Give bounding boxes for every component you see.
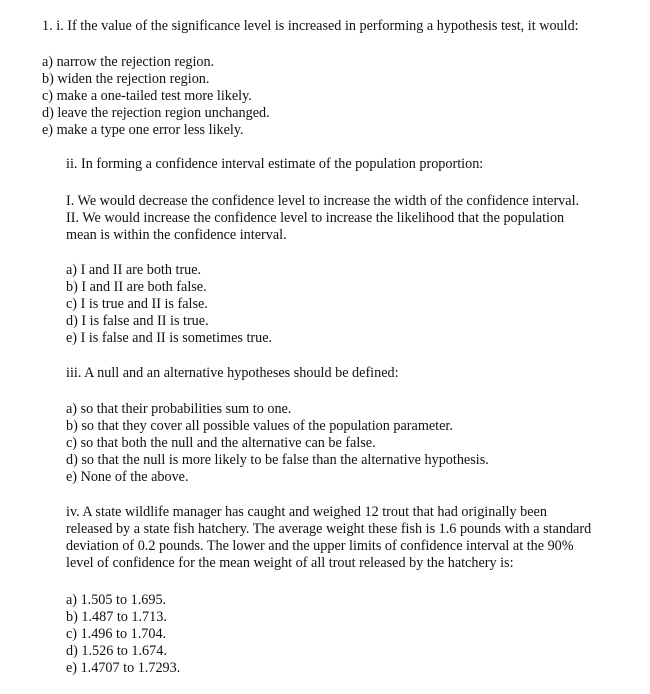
question-3-stem: iii. A null and an alternative hypotheses should be defined: — [66, 365, 399, 381]
question-3-option-b: b) so that they cover all possible values of the population parameter. — [66, 418, 453, 434]
question-1-option-d: d) leave the rejection region unchanged. — [42, 105, 270, 121]
question-3-option-a: a) so that their probabilities sum to one. — [66, 401, 292, 417]
question-2-stem: ii. In forming a confidence interval estimate of the population proportion: — [66, 156, 484, 172]
question-1-option-e: e) make a type one error less likely. — [42, 122, 244, 138]
question-4-stem-line-2: released by a state fish hatchery. The average weight these fish is 1.6 pounds with a standard — [66, 521, 592, 537]
question-2-option-e: e) I is false and II is sometimes true. — [66, 330, 273, 346]
question-1-option-a: a) narrow the rejection region. — [42, 54, 215, 70]
question-4-option-b: b) 1.487 to 1.713. — [66, 609, 167, 625]
question-1-option-c: c) make a one-tailed test more likely. — [42, 88, 252, 104]
question-1-option-b: b) widen the rejection region. — [42, 71, 210, 87]
question-2-option-b: b) I and II are both false. — [66, 279, 207, 295]
question-4-stem-line-4: level of confidence for the mean weight of all trout released by the hatchery is: — [66, 555, 514, 571]
question-2-statement-2: II. We would increase the confidence level to increase the likelihood that the population — [66, 210, 565, 226]
question-2-statement-1: I. We would decrease the confidence level to increase the width of the confidence interval. — [66, 193, 580, 209]
question-4-option-d: d) 1.526 to 1.674. — [66, 643, 167, 659]
question-3-option-c: c) so that both the null and the alternative can be false. — [66, 435, 376, 451]
question-2-option-a: a) I and II are both true. — [66, 262, 202, 278]
question-2-option-d: d) I is false and II is true. — [66, 313, 209, 329]
question-4-option-a: a) 1.505 to 1.695. — [66, 592, 167, 608]
question-2-statement-2-cont: mean is within the confidence interval. — [66, 227, 287, 243]
question-4-stem-line-3: deviation of 0.2 pounds. The lower and the upper limits of confidence interval at the 90% — [66, 538, 574, 554]
question-4-option-e: e) 1.4707 to 1.7293. — [66, 660, 181, 676]
question-3-option-d: d) so that the null is more likely to be false than the alternative hypothesis. — [66, 452, 489, 468]
question-4-option-c: c) 1.496 to 1.704. — [66, 626, 167, 642]
question-1-stem: 1. i. If the value of the significance level is increased in performing a hypothesis test, it would: — [42, 18, 579, 34]
question-2-option-c: c) I is true and II is false. — [66, 296, 208, 312]
question-3-option-e: e) None of the above. — [66, 469, 189, 485]
question-4-stem-line-1: iv. A state wildlife manager has caught and weighed 12 trout that had originally been — [66, 504, 547, 520]
